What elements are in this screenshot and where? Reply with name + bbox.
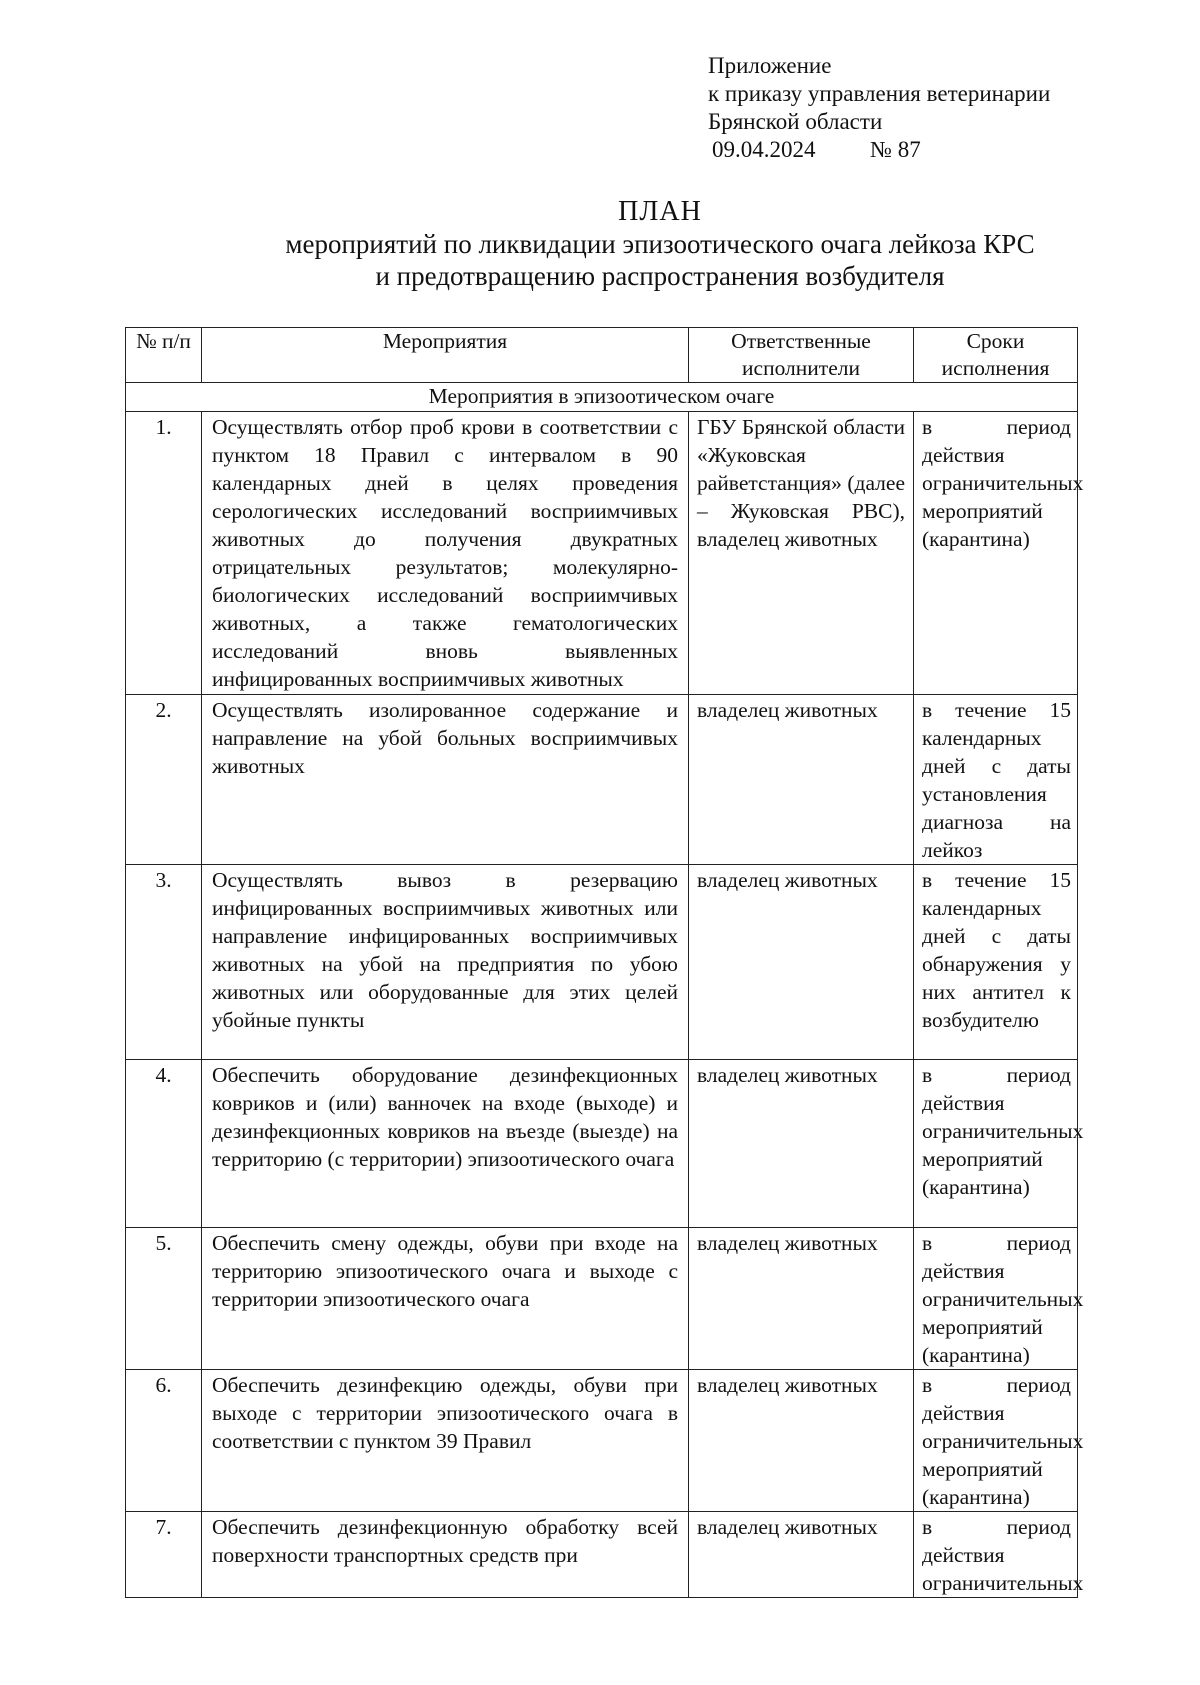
table-row [126,695,1078,865]
row-responsible: владелец животных [689,1228,914,1370]
row-num: 3. [126,865,202,1060]
table-row [126,1370,1078,1512]
table-row [126,412,1078,695]
section-title: Мероприятия в эпизоотическом очаге [126,383,1078,412]
row-responsible: владелец животных [689,1060,914,1228]
table-row [126,865,1078,1060]
row-num: 4. [126,1060,202,1228]
row-activity: Обеспечить дезинфекционную обработку всей поверхности транспортных средств при [202,1512,689,1598]
title-heading: ПЛАН [618,196,702,227]
table-header-row [126,328,1078,383]
row-num: 7. [126,1512,202,1598]
row-deadline: в период действия ограничительных мероприятий (карантина) [914,1228,1078,1370]
header-activity: Мероприятия [202,328,689,383]
table-row [126,1060,1078,1228]
header-responsible: Ответственные исполнители [689,328,914,383]
appendix-date-line [708,136,1050,164]
row-activity: Осуществлять отбор проб крови в соответствии с пунктом 18 Правил с интервалом в 90 календарных дней в целях проведения серологических исследований восприимчивых животных до получения двукратных отрицательных результатов; молекулярно-биологических исследований восприимчивых животных, а также гематологических исследований вновь выявленных инфицированных восприимчивых животных [202,412,689,695]
row-deadline: в период действия ограничительных [914,1512,1078,1598]
order-number: № 87 [870,137,921,162]
title-line-1: мероприятий по ликвидации эпизоотического очага лейкоза КРС [285,229,1035,259]
section-row [126,383,1078,412]
row-deadline: в период действия ограничительных мероприятий (карантина) [914,412,1078,695]
table-row [126,1228,1078,1370]
header-deadline: Сроки исполнения [914,328,1078,383]
row-deadline: в период действия ограничительных мероприятий (карантина) [914,1370,1078,1512]
document-title [0,196,1200,292]
row-activity: Обеспечить дезинфекцию одежды, обуви при выходе с территории эпизоотического очага в соответствии с пунктом 39 Правил [202,1370,689,1512]
row-responsible: владелец животных [689,865,914,1060]
row-activity: Обеспечить оборудование дезинфекционных ковриков и (или) ванночек на входе (выходе) и дезинфекционных ковриков на въезде (выезде) на территорию (с территории) эпизоотического очага [202,1060,689,1228]
row-num: 2. [126,695,202,865]
row-responsible: владелец животных [689,1512,914,1598]
row-deadline: в период действия ограничительных мероприятий (карантина) [914,1060,1078,1228]
appendix-line-3: Брянской области [708,109,883,134]
row-deadline: в течение 15 календарных дней с даты обнаружения у них антител к возбудителю [914,865,1078,1060]
row-num: 5. [126,1228,202,1370]
row-activity: Обеспечить смену одежды, обуви при входе на территорию эпизоотического очага и выходе с территории эпизоотического очага [202,1228,689,1370]
row-activity: Осуществлять вывоз в резервацию инфицированных восприимчивых животных или направление инфицированных восприимчивых животных на убой на предприятия по убою животных или оборудованные для этих целей убойные пункты [202,865,689,1060]
row-deadline: в течение 15 календарных дней с даты установления диагноза на лейкоз [914,695,1078,865]
row-num: 6. [126,1370,202,1512]
table-row [126,1512,1078,1598]
plan-table [125,327,1084,1598]
appendix-header [708,52,1050,164]
appendix-line-1: Приложение [708,53,832,78]
row-responsible: владелец животных [689,1370,914,1512]
row-responsible: ГБУ Брянской области «Жуковская райветстанция» (далее – Жуковская РВС), владелец животных [689,412,914,695]
title-line-2: и предотвращению распространения возбудителя [375,261,945,291]
row-responsible: владелец животных [689,695,914,865]
appendix-line-2: к приказу управления ветеринарии [708,81,1051,106]
row-num: 1. [126,412,202,695]
header-num: № п/п [126,328,202,383]
order-date: 09.04.2024 [712,137,816,162]
row-activity: Осуществлять изолированное содержание и направление на убой больных восприимчивых животных [202,695,689,865]
